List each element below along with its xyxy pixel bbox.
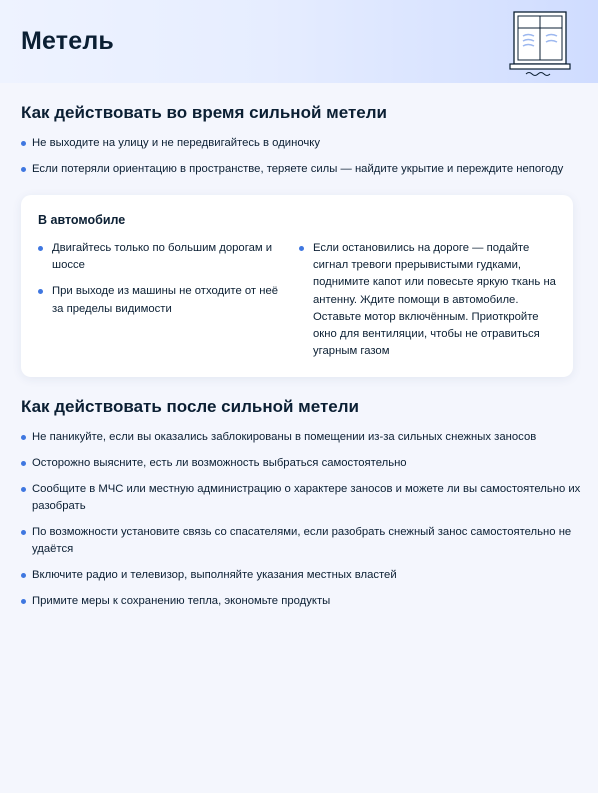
during-list (21, 135, 581, 178)
list-item: Осторожно выясните, есть ли возможность выбраться самостоятельно (21, 455, 581, 472)
list-item: Включите радио и телевизор, выполняйте указания местных властей (21, 567, 581, 584)
list-item: Примите меры к сохранению тепла, экономьте продукты (21, 593, 581, 610)
list-item: Не выходите на улицу и не передвигайтесь в одиночку (21, 135, 581, 152)
list-item: Если остановились на дороге — подайте сигнал тревоги прерывистыми гудками, поднимите капот или повесьте яркую ткань на антенну. Ждите помощи в автомобиле. Оставьте мотор включённым. Приоткройте окно для вентиляции, чтобы не отравиться угарным газом (299, 240, 557, 360)
list-item: По возможности установите связь со спасателями, если разобрать снежный занос самостоятельно не удаётся (21, 524, 581, 558)
snowy-window-icon (506, 6, 576, 78)
list-item: Двигайтесь только по большим дорогам и шоссе (38, 240, 283, 274)
after-list (21, 429, 581, 610)
section-heading-after: Как действовать после сильной метели (21, 397, 359, 416)
car-card (21, 195, 573, 377)
card-title: В автомобиле (38, 213, 126, 227)
car-list-right (299, 240, 557, 360)
list-item: Сообщите в МЧС или местную администрацию о характере заносов и можете ли вы самостоятельно их разобрать (21, 481, 581, 515)
car-list-left (38, 240, 283, 318)
list-item: При выходе из машины не отходите от неё за пределы видимости (38, 283, 283, 317)
list-item: Не паникуйте, если вы оказались заблокированы в помещении из-за сильных снежных заносов (21, 429, 581, 446)
list-item: Если потеряли ориентацию в пространстве, теряете силы — найдите укрытие и переждите непогоду (21, 161, 581, 178)
section-heading-during: Как действовать во время сильной метели (21, 103, 387, 122)
page-title: Метель (21, 27, 114, 55)
page-header (0, 0, 598, 83)
